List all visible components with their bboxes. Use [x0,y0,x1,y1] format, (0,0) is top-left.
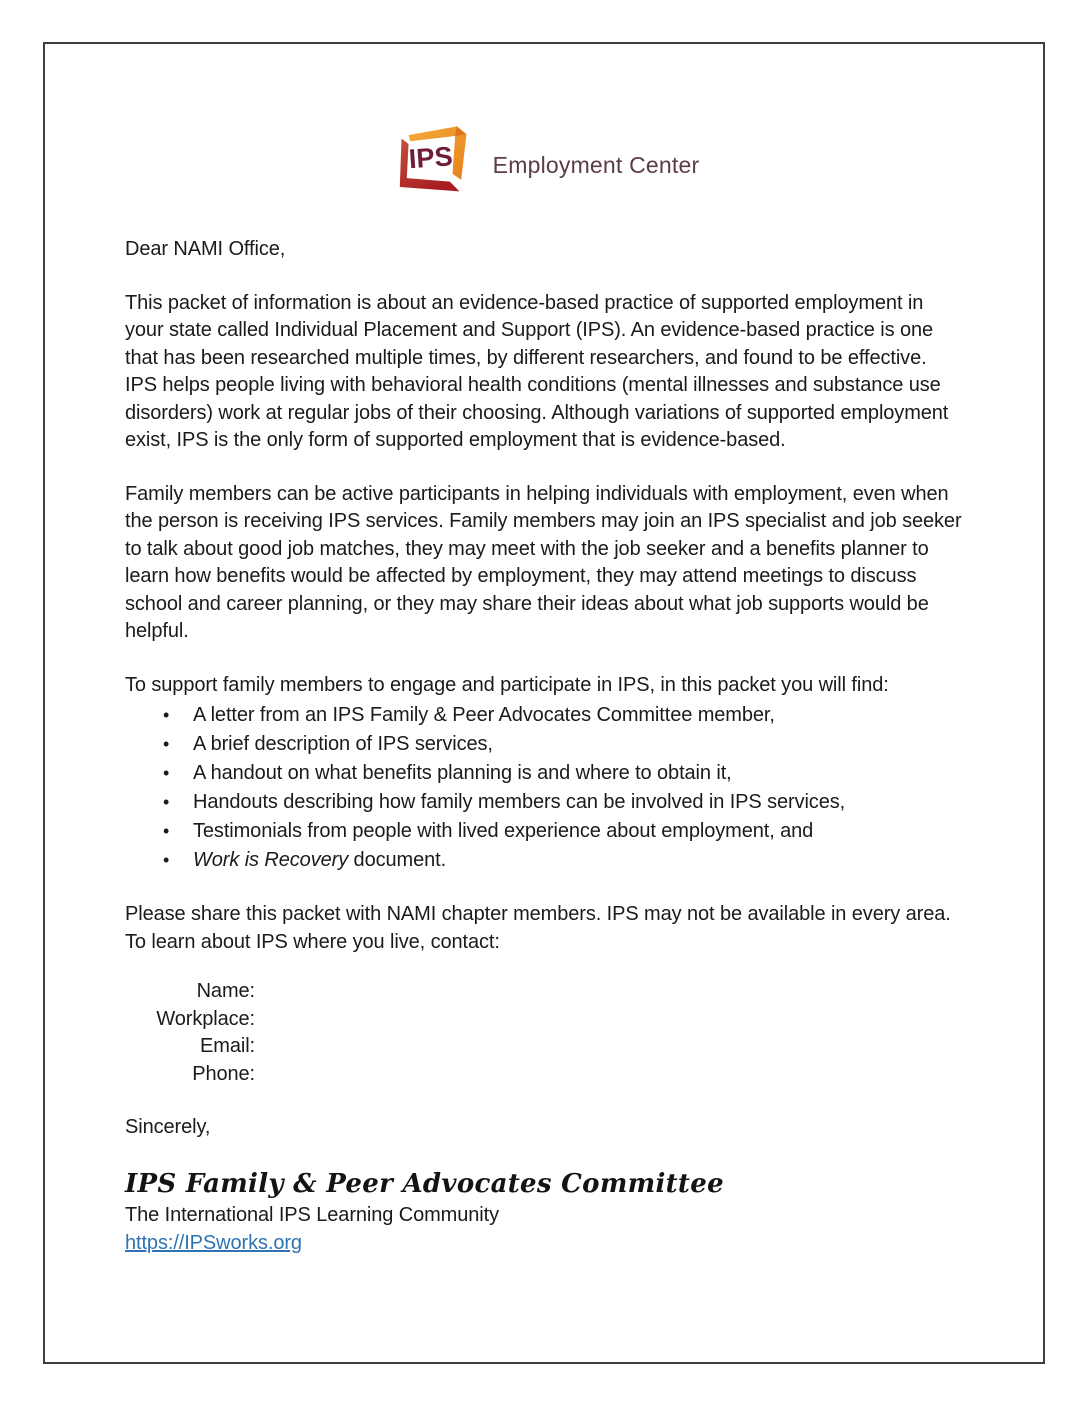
packet-contents-list [125,701,963,875]
logo [125,122,963,208]
signature-block [125,1168,963,1257]
contact-label-workplace: Workplace: [156,1007,255,1030]
paragraph-share-packet: Please share this packet with NAMI chapter members. IPS may not be available in every area. To learn about IPS where you live, contact: [125,903,951,953]
signature-organization: The International IPS Learning Community [125,1203,499,1226]
list-item-text: A brief description of IPS services, [193,733,493,755]
bullet-icon: • [163,792,170,812]
list-item [125,701,963,730]
list-item-text: A handout on what benefits planning is and where to obtain it, [193,762,732,784]
signature-committee: IPS Family & Peer Advocates Committee [125,1168,724,1199]
salutation: Dear NAMI Office, [125,238,286,260]
signature-link-line [125,1229,963,1257]
bullet-icon: • [163,850,170,870]
ips-logo-icon [389,122,479,208]
packet-list-intro: To support family members to engage and participate in IPS, in this packet you will find: [125,673,889,696]
list-item-text: document. [348,849,447,871]
bullet-icon: • [163,734,170,754]
letter-page [43,42,1045,1364]
contact-label-email: Email: [200,1035,255,1057]
contact-block [125,978,255,1088]
logo-brand-text: Employment Center [492,151,700,178]
ips-logo-text: IPS [407,140,454,175]
list-item [125,817,963,846]
bullet-icon: • [163,821,170,841]
list-item [125,759,963,788]
list-item: • Work is Recovery document. [125,846,963,875]
list-item [125,788,963,817]
closing: Sincerely, [125,1116,211,1138]
paragraph-family-members: Family members can be active participants in helping individuals with employment, even when the person is receiving IPS services. Family members may join an IPS specialist and job seeker to talk about good job matches, they may meet with the job seeker and a benefits planner to learn how benefits would be affected by employment, they may attend meetings to discuss school and career planning, or they may share their ideas about what job supports would be helpful. [125,482,962,642]
contact-label-phone: Phone: [192,1062,255,1085]
ipsworks-link[interactable]: https://IPSworks.org [125,1231,302,1254]
list-item-text: Testimonials from people with lived experience about employment, and [193,820,814,842]
list-item-text: A letter from an IPS Family & Peer Advocates Committee member, [193,704,775,726]
list-item-text: Handouts describing how family members can be involved in IPS services, [193,791,846,813]
contact-label-name: Name: [196,980,255,1002]
paragraph-intro-ips: This packet of information is about an evidence-based practice of supported employment in your state called Individual Placement and Support (IPS). An evidence-based practice is one that has been researched multiple times, by different researchers, and found to be effective. IPS helps people living with behavioral health conditions (mental illnesses and substance use disorders) work at regular jobs of their choosing. Although variations of supported employment exist, IPS is the only form of supported employment that is evidence-based. [125,291,949,451]
bullet-icon: • [163,705,170,725]
list-item [125,730,963,759]
bullet-icon: • [163,763,170,783]
